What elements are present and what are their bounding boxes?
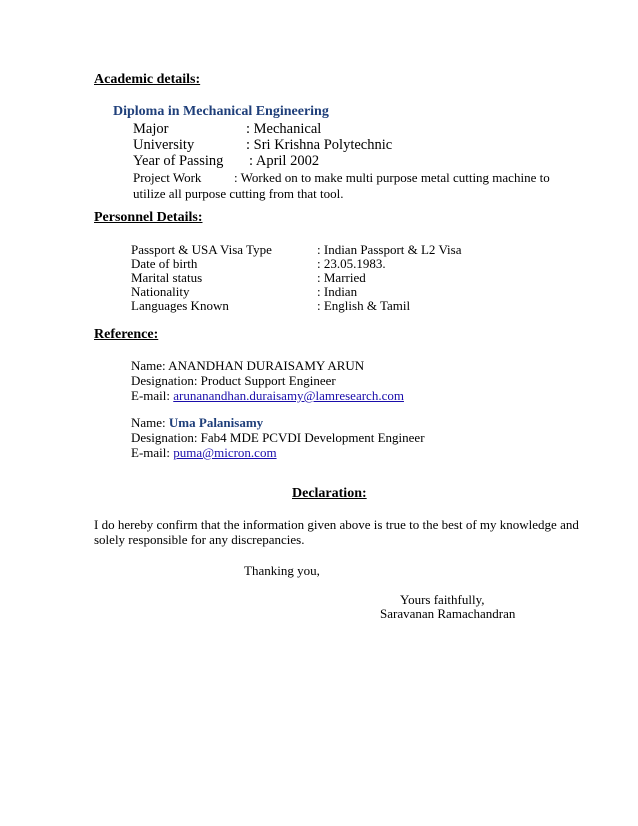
- project-continuation: utilize all purpose cutting from that tool.: [133, 186, 344, 201]
- ref2-name: Uma Palanisamy: [168, 415, 264, 430]
- ref2-email-label: E-mail:: [131, 445, 174, 460]
- thanking-text: Thanking you,: [244, 563, 320, 578]
- major-label: Major: [133, 121, 169, 137]
- personnel-heading: Personnel Details:: [94, 210, 203, 225]
- declaration-heading: Declaration:: [292, 486, 367, 501]
- diploma-title: Diploma in Mechanical Engineering: [113, 104, 329, 119]
- year-value: : April 2002: [249, 153, 320, 169]
- languages-value: : English & Tamil: [317, 298, 411, 313]
- ref2-email-line: [131, 445, 277, 461]
- reference-heading: Reference:: [94, 327, 159, 342]
- ref1-designation: Designation: Product Support Engineer: [131, 373, 336, 388]
- dob-value: : 23.05.1983.: [317, 256, 386, 271]
- marital-value: : Married: [317, 270, 366, 285]
- nationality-label: Nationality: [131, 284, 190, 299]
- ref2-name-line: [131, 415, 263, 431]
- project-value: : Worked on to make multi purpose metal cutting machine to: [234, 170, 550, 185]
- major-value: : Mechanical: [246, 121, 322, 137]
- passport-label: Passport & USA Visa Type: [131, 242, 272, 257]
- ref1-name: Name: ANANDHAN DURAISAMY ARUN: [131, 358, 365, 373]
- passport-value: : Indian Passport & L2 Visa: [317, 242, 462, 257]
- university-value: : Sri Krishna Polytechnic: [246, 137, 393, 153]
- dob-label: Date of birth: [131, 256, 198, 271]
- ref2-name-label: Name:: [131, 415, 169, 430]
- closing-text: Yours faithfully,: [400, 592, 485, 607]
- academic-heading: Academic details:: [94, 72, 201, 87]
- ref1-email-link[interactable]: arunanandhan.duraisamy@lamresearch.com: [173, 388, 404, 403]
- project-label: Project Work: [133, 170, 202, 185]
- year-label: Year of Passing: [133, 153, 224, 169]
- ref1-email-label: E-mail:: [131, 388, 174, 403]
- nationality-value: : Indian: [317, 284, 358, 299]
- signatory-name: Saravanan Ramachandran: [380, 606, 516, 621]
- marital-label: Marital status: [131, 270, 203, 285]
- declaration-text-1: I do hereby confirm that the information given above is true to the best of my knowledge and: [94, 517, 579, 532]
- languages-label: Languages Known: [131, 298, 229, 313]
- university-label: University: [133, 137, 195, 153]
- ref2-email-link[interactable]: puma@micron.com: [173, 445, 277, 460]
- ref1-email-line: [131, 388, 404, 404]
- declaration-text-2: solely responsible for any discrepancies.: [94, 532, 305, 547]
- ref2-designation: Designation: Fab4 MDE PCVDI Development Engineer: [131, 430, 425, 445]
